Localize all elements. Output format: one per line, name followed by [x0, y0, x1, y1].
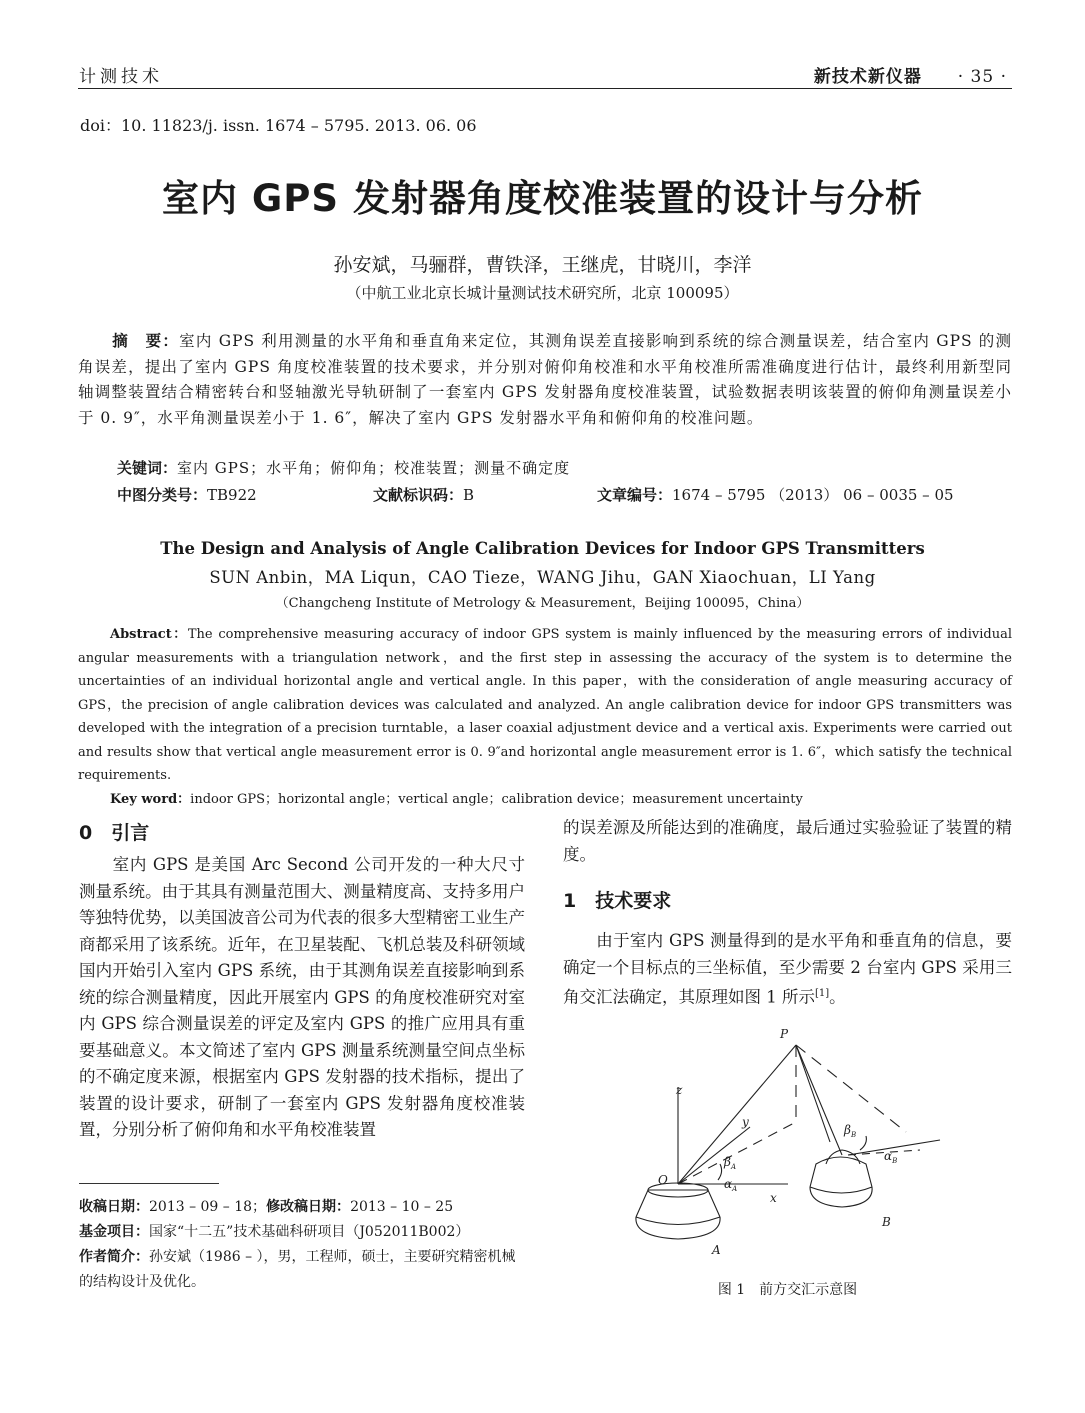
- section-1-heading: 1 技术要求: [563, 890, 672, 912]
- keywords-cn-text: 室内 GPS；水平角；俯仰角；校准装置；测量不确定度: [177, 459, 571, 477]
- label-y: y: [742, 1115, 749, 1129]
- figure-1-diagram: [620, 1022, 960, 1262]
- transmitter-b: [810, 1150, 872, 1207]
- doc-label: 文献标识码：: [373, 486, 464, 504]
- footnote-rule: [79, 1183, 219, 1184]
- label-z: z: [676, 1083, 683, 1097]
- footnote-fund: [79, 1220, 525, 1245]
- english-title: The Design and Analysis of Angle Calibration Devices for Indoor GPS Transmitters: [160, 539, 925, 558]
- paper-title: 室内 GPS 发射器角度校准装置的设计与分析: [162, 177, 923, 220]
- footnote-author: [79, 1245, 525, 1295]
- figure-1-caption: 图 1 前方交汇示意图: [717, 1282, 858, 1298]
- doi: doi：10. 11823/j. issn. 1674 – 5795. 2013. 06. 06: [80, 116, 477, 135]
- section-name: 新技术新仪器: [813, 67, 922, 87]
- abstract-cn-label: 摘 要：: [112, 332, 180, 350]
- english-abstract-label: Abstract：: [110, 627, 188, 642]
- y-axis: [678, 1127, 750, 1184]
- label-alpha-b: $\alpha_B$: [884, 1149, 898, 1165]
- received-date: 2013 – 09 – 18；: [149, 1199, 267, 1215]
- authors: 孙安斌，马骊群，曹铁泽，王继虎，甘晓川，李洋: [333, 254, 752, 276]
- clc-label: 中图分类号：: [117, 486, 208, 504]
- label-x: x: [770, 1191, 777, 1205]
- revised-date: 2013 – 10 – 25: [350, 1199, 454, 1215]
- section-0-heading: 0 引言: [79, 822, 150, 844]
- english-abstract-text: The comprehensive measuring accuracy of indoor GPS system is mainly influenced by the measuring errors of individual angular measurements with a triangulation network，and the first step in assessing the accuracy of the system is to determine the uncertainties of an individual horizontal angle and vertical angle. In this paper，with the consideration of angle measuring accuracy of GPS，the precision of angle calibration devices was calculated and analyzed. An angle calibration device for indoor GPS transmitters was developed with the integration of a precision turntable，a laser coaxial adjustment device and a vertical axis. Experiments were carried out and results show that vertical angle measurement error is 0. 9″and horizontal angle measurement error is 1. 6″，which satisfy the technical requirements.: [78, 627, 1012, 783]
- footnotes: [79, 1195, 525, 1295]
- journal-name: 计测技术: [79, 67, 163, 87]
- footnote-dates: [79, 1195, 525, 1220]
- revised-label: 修改稿日期：: [266, 1199, 351, 1215]
- english-abstract-body: [78, 623, 1012, 788]
- label-p: P: [780, 1027, 789, 1041]
- section-1-text: 由于室内 GPS 测量得到的是水平角和垂直角的信息，要确定一个目标点的三坐标值，至少需要 2 台室内 GPS 采用三角交汇法确定，其原理如图 1 所示: [563, 931, 1012, 1007]
- english-abstract: [78, 623, 1012, 811]
- doc-value: B: [463, 486, 475, 504]
- section-0-paragraph: [79, 852, 525, 1144]
- article-number: [597, 484, 954, 505]
- art-label: 文章编号：: [597, 486, 673, 504]
- page-number: · 35 ·: [957, 67, 1007, 87]
- label-a: A: [712, 1243, 721, 1257]
- transmitter-a: [636, 1183, 720, 1239]
- citation-1: [1]: [815, 988, 830, 999]
- label-beta-a: $\beta_A$: [724, 1155, 736, 1171]
- section-1-paragraph: [563, 928, 1012, 1011]
- abstract-cn-text: 室内 GPS 利用测量的水平角和垂直角来定位，其测角误差直接影响到系统的综合测量误差，结合室内 GPS 的测角误差，提出了室内 GPS 角度校准装置的技术要求，并分别对俯仰角校准和水平角校准所需准确度进行估计，最终利用新型同轴调整装置结合精密转台和竖轴激光导轨研制了一套室内 GPS 发射器角度校准装置，试验数据表明该装置的俯仰角测量误差小于 0. 9″，水平角测量误差小于 1. 6″，解决了室内 GPS 发射器水平角和俯仰角的校准问题。: [78, 332, 1012, 427]
- author-text: 孙安斌（1986 – ），男，工程师，硕士，主要研究精密机械的结构设计及优化。: [79, 1249, 516, 1290]
- english-keyword-text: indoor GPS；horizontal angle；vertical angle；calibration device；measurement uncertainty: [190, 791, 803, 807]
- label-beta-b: $\beta_B$: [844, 1123, 857, 1139]
- english-authors: SUN Anbin，MA Liqun，CAO Tieze，WANG Jihu，GAN Xiaochuan，LI Yang: [209, 568, 876, 587]
- fund-label: 基金项目：: [79, 1224, 149, 1240]
- english-keyword-label: Key word：: [110, 791, 191, 807]
- art-value: 1674 – 5795 （2013） 06 – 0035 – 05: [672, 486, 954, 504]
- section-0-text: 室内 GPS 是美国 Arc Second 公司开发的一种大尺寸测量系统。由于其具有测量范围大、测量精度高、支持多用户等独特优势，以美国波音公司为代表的很多大型精密工业生产商都采用了该系统。近年，在卫星装配、飞机总装及科研领域国内开始引入室内 GPS 系统，由于其测角误差直接影响到系统的综合测量精度，因此开展室内 GPS 的角度校准研究对室内 GPS 综合测量误差的评定及室内 GPS 的推广应用具有重要基础意义。本文简述了室内 GPS 测量系统测量空间点坐标的不确定度来源，根据室内 GPS 发射器的技术指标，提出了装置的设计要求，研制了一套室内 GPS 发射器角度校准装置，分别分析了俯仰角和水平角校准装置: [79, 855, 525, 1139]
- english-affiliation: （Changcheng Institute of Metrology & Measurement，Beijing 100095，China）: [275, 596, 810, 611]
- english-keywords: [78, 788, 1012, 812]
- doc-code: [373, 484, 474, 505]
- keywords-cn-label: 关键词：: [117, 459, 178, 477]
- keywords-cn: [117, 457, 570, 478]
- section-0-continued: 的误差源及所能达到的准确度，最后通过实验验证了装置的精度。: [563, 818, 1012, 864]
- header-right: [814, 62, 1007, 87]
- author-label: 作者简介：: [79, 1249, 149, 1265]
- affiliation: （中航工业北京长城计量测试技术研究所，北京 100095）: [346, 284, 739, 302]
- clc-value: TB922: [207, 486, 257, 504]
- label-o: O: [658, 1173, 668, 1187]
- label-alpha-a: $\alpha_A$: [724, 1177, 738, 1193]
- section-1-end: 。: [829, 987, 846, 1007]
- label-b: B: [882, 1215, 891, 1229]
- header-rule: [78, 88, 1012, 89]
- clc-number: [117, 484, 257, 505]
- received-label: 收稿日期：: [79, 1199, 149, 1215]
- abstract-cn: [78, 329, 1012, 431]
- fund-text: 国家“十二五”技术基础科研项目（J052011B002）: [149, 1224, 470, 1240]
